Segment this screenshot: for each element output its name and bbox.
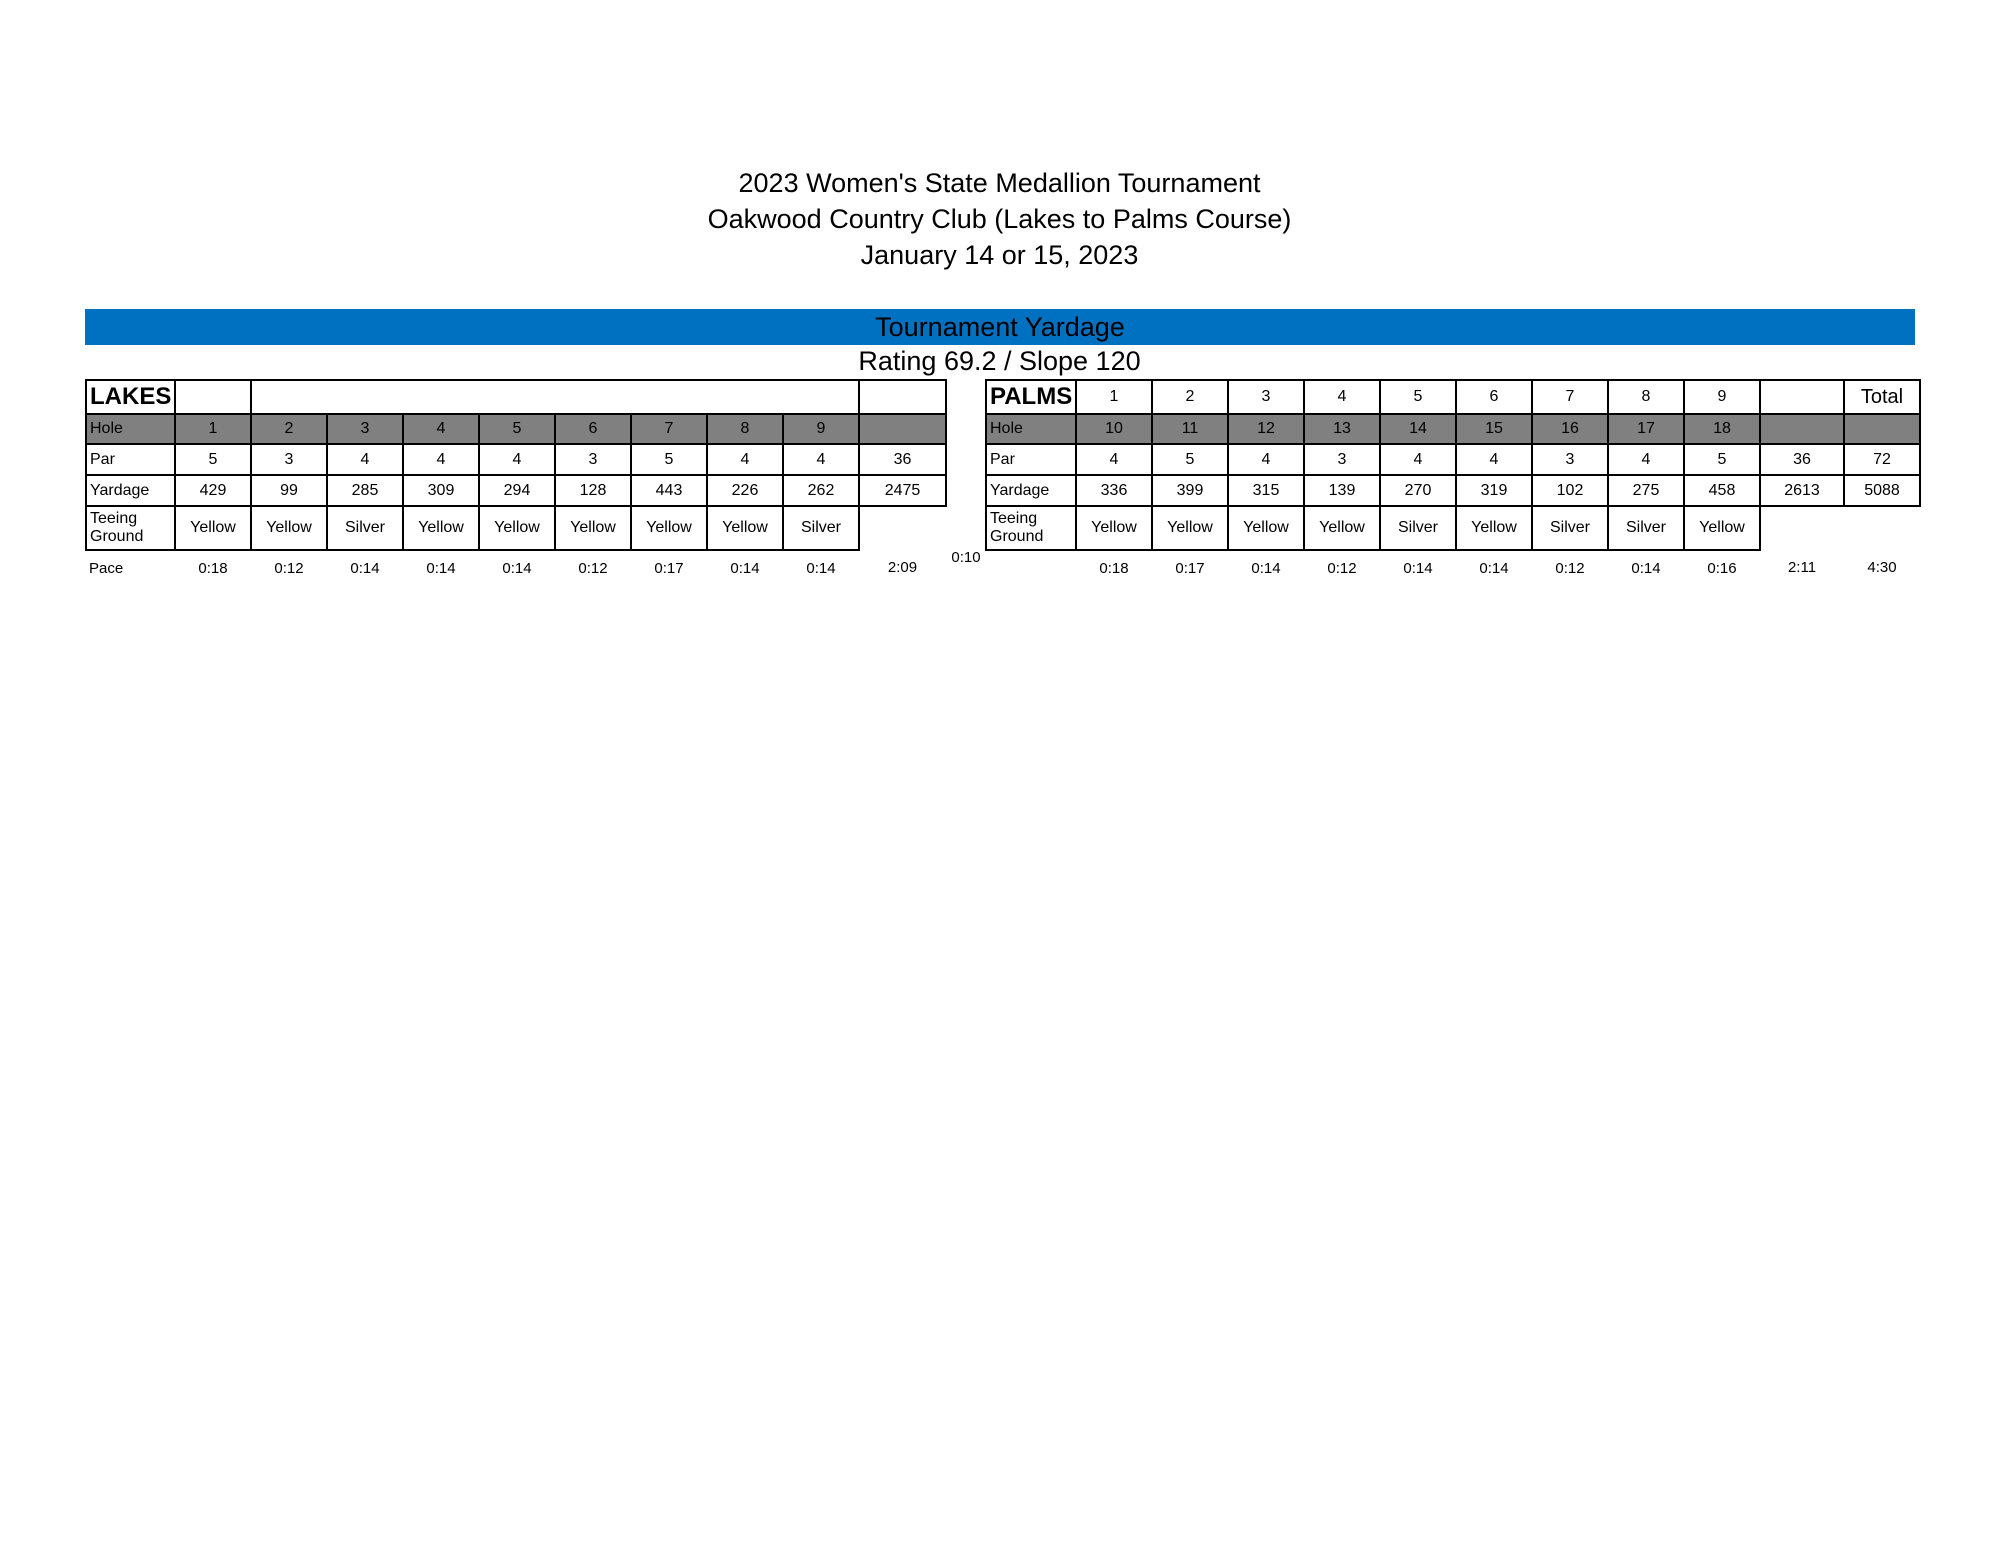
palms-par-value: 4 xyxy=(1228,444,1304,475)
palms-seq-number: 3 xyxy=(1228,380,1304,414)
lakes-hole-row xyxy=(86,414,946,444)
palms-seq-number: 5 xyxy=(1380,380,1456,414)
palms-par-value: 4 xyxy=(1456,444,1532,475)
lakes-tee-value: Yellow xyxy=(631,506,707,550)
lakes-hole-number: 6 xyxy=(555,414,631,444)
palms-tee-value: Yellow xyxy=(1076,506,1152,550)
lakes-par-value: 4 xyxy=(707,444,783,475)
palms-seq-number: 1 xyxy=(1076,380,1152,414)
lakes-pace-value: 0:17 xyxy=(654,559,684,577)
lakes-yardage-total: 2475 xyxy=(859,475,946,506)
lakes-par-total: 36 xyxy=(859,444,946,475)
tournament-name: 2023 Women's State Medallion Tournament xyxy=(738,168,1261,198)
lakes-scorecard xyxy=(85,379,947,585)
palms-seq-number: 2 xyxy=(1152,380,1228,414)
yardage-label: Yardage xyxy=(86,475,175,506)
lakes-hole-number: 4 xyxy=(403,414,479,444)
lakes-par-value: 4 xyxy=(327,444,403,475)
palms-hole-row xyxy=(986,414,1920,444)
palms-par-value: 4 xyxy=(1076,444,1152,475)
palms-par-total: 36 xyxy=(1760,444,1844,475)
lakes-course-label: LAKES xyxy=(86,380,175,414)
palms-hole-number: 11 xyxy=(1152,414,1228,444)
palms-hole-number: 15 xyxy=(1456,414,1532,444)
lakes-par-value: 4 xyxy=(479,444,555,475)
rating-slope: Rating 69.2 / Slope 120 xyxy=(858,346,1141,376)
palms-tee-value: Yellow xyxy=(1228,506,1304,550)
palms-pace-value: 0:14 xyxy=(1479,559,1509,577)
yardage-label: Yardage xyxy=(986,475,1076,506)
lakes-tee-value: Yellow xyxy=(555,506,631,550)
lakes-pace-value: 0:14 xyxy=(502,559,532,577)
lakes-yardage-value: 285 xyxy=(327,475,403,506)
lakes-yardage-value: 99 xyxy=(251,475,327,506)
palms-par-value: 5 xyxy=(1152,444,1228,475)
palms-tee-value: Silver xyxy=(1380,506,1456,550)
lakes-par-value: 3 xyxy=(555,444,631,475)
palms-scorecard xyxy=(985,379,1921,585)
palms-hole-number: 17 xyxy=(1608,414,1684,444)
palms-par-value: 5 xyxy=(1684,444,1760,475)
lakes-tee-value: Yellow xyxy=(707,506,783,550)
palms-par-value: 4 xyxy=(1608,444,1684,475)
palms-pace-total: 2:11 xyxy=(1787,559,1817,576)
pace-grand-total: 4:30 xyxy=(1867,559,1897,576)
lakes-par-value: 5 xyxy=(175,444,251,475)
palms-yardage-value: 102 xyxy=(1532,475,1608,506)
lakes-header-total-cell xyxy=(859,380,946,414)
lakes-pace-value: 0:18 xyxy=(198,559,228,577)
palms-seq-number: 9 xyxy=(1684,380,1760,414)
lakes-tee-value: Silver xyxy=(783,506,859,550)
lakes-hole-number: 8 xyxy=(707,414,783,444)
lakes-hole-number: 3 xyxy=(327,414,403,444)
palms-yardage-value: 319 xyxy=(1456,475,1532,506)
palms-hole-grand-cell xyxy=(1844,414,1920,444)
lakes-pace-value: 0:14 xyxy=(426,559,456,577)
palms-pace-value: 0:14 xyxy=(1403,559,1433,577)
palms-yardage-total: 2613 xyxy=(1760,475,1844,506)
lakes-tee-value: Yellow xyxy=(479,506,555,550)
lakes-hole-number: 9 xyxy=(783,414,859,444)
teeing-label-line2: Ground xyxy=(90,528,144,545)
lakes-pace-total: 2:09 xyxy=(887,559,918,576)
palms-par-value: 4 xyxy=(1380,444,1456,475)
palms-seq-number: 4 xyxy=(1304,380,1380,414)
lakes-pace-value: 0:14 xyxy=(730,559,760,577)
palms-yardage-value: 275 xyxy=(1608,475,1684,506)
lakes-par-value: 4 xyxy=(403,444,479,475)
palms-tee-grand-cell xyxy=(1844,506,1920,550)
lakes-pace-value: 0:12 xyxy=(274,559,304,577)
lakes-pace-row xyxy=(86,550,946,585)
lakes-yardage-value: 226 xyxy=(707,475,783,506)
lakes-yardage-value: 294 xyxy=(479,475,555,506)
palms-pace-value: 0:12 xyxy=(1327,559,1357,577)
teeing-ground-label xyxy=(986,506,1076,550)
lakes-hole-total-cell xyxy=(859,414,946,444)
palms-hole-number: 10 xyxy=(1076,414,1152,444)
palms-hole-number: 13 xyxy=(1304,414,1380,444)
lakes-header-blank-cell xyxy=(175,380,251,414)
palms-pace-value: 0:12 xyxy=(1555,559,1585,577)
palms-pace-value: 0:18 xyxy=(1099,559,1129,577)
lakes-hole-number: 5 xyxy=(479,414,555,444)
palms-par-value: 3 xyxy=(1532,444,1608,475)
teeing-label-line1: Teeing xyxy=(990,510,1038,527)
palms-tee-row xyxy=(986,506,1920,550)
lakes-pace-value: 0:14 xyxy=(350,559,380,577)
lakes-header-span-cell xyxy=(251,380,859,414)
palms-par-value: 3 xyxy=(1304,444,1380,475)
palms-yardage-value: 399 xyxy=(1152,475,1228,506)
palms-tee-value: Yellow xyxy=(1684,506,1760,550)
lakes-par-row xyxy=(86,444,946,475)
palms-pace-value: 0:17 xyxy=(1175,559,1205,577)
palms-header-blank-cell xyxy=(1760,380,1844,414)
lakes-pace-value: 0:14 xyxy=(806,559,836,577)
hole-label: Hole xyxy=(86,414,175,444)
palms-seq-number: 7 xyxy=(1532,380,1608,414)
palms-tee-value: Yellow xyxy=(1152,506,1228,550)
lakes-hole-number: 2 xyxy=(251,414,327,444)
lakes-yardage-value: 309 xyxy=(403,475,479,506)
par-grand-total: 72 xyxy=(1844,444,1920,475)
teeing-label-line2: Ground xyxy=(990,528,1044,545)
palms-yardage-value: 139 xyxy=(1304,475,1380,506)
lakes-hole-number: 7 xyxy=(631,414,707,444)
palms-yardage-row xyxy=(986,475,1920,506)
palms-par-row xyxy=(986,444,1920,475)
palms-hole-number: 14 xyxy=(1380,414,1456,444)
palms-tee-total-cell xyxy=(1760,506,1844,550)
lakes-yardage-value: 429 xyxy=(175,475,251,506)
palms-hole-number: 18 xyxy=(1684,414,1760,444)
palms-hole-total-cell xyxy=(1760,414,1844,444)
teeing-ground-label xyxy=(86,506,175,550)
lakes-tee-row xyxy=(86,506,946,550)
lakes-pace-value: 0:12 xyxy=(578,559,608,577)
palms-tee-value: Yellow xyxy=(1304,506,1380,550)
palms-hole-number: 16 xyxy=(1532,414,1608,444)
hole-label: Hole xyxy=(986,414,1076,444)
palms-yardage-value: 315 xyxy=(1228,475,1304,506)
lakes-hole-number: 1 xyxy=(175,414,251,444)
palms-pace-value: 0:14 xyxy=(1631,559,1661,577)
par-label: Par xyxy=(86,444,175,475)
lakes-par-value: 5 xyxy=(631,444,707,475)
lakes-tee-value: Silver xyxy=(327,506,403,550)
palms-yardage-value: 270 xyxy=(1380,475,1456,506)
lakes-par-value: 3 xyxy=(251,444,327,475)
yardage-grand-total: 5088 xyxy=(1844,475,1920,506)
palms-header-row xyxy=(986,380,1920,414)
lakes-yardage-row xyxy=(86,475,946,506)
teeing-label-line1: Teeing xyxy=(90,510,138,527)
palms-yardage-value: 336 xyxy=(1076,475,1152,506)
lakes-yardage-value: 262 xyxy=(783,475,859,506)
palms-tee-value: Yellow xyxy=(1456,506,1532,550)
palms-pace-row xyxy=(986,550,1920,585)
lakes-tee-value: Yellow xyxy=(251,506,327,550)
document-title xyxy=(0,165,1999,273)
palms-tee-value: Silver xyxy=(1608,506,1684,550)
tournament-yardage-banner: Tournament Yardage xyxy=(85,309,1915,345)
lakes-yardage-value: 128 xyxy=(555,475,631,506)
palms-course-label: PALMS xyxy=(986,380,1076,414)
turn-pace: 0:10 xyxy=(951,549,981,566)
palms-pace-label-cell xyxy=(986,550,1076,585)
palms-yardage-value: 458 xyxy=(1684,475,1760,506)
lakes-tee-value: Yellow xyxy=(403,506,479,550)
lakes-yardage-value: 443 xyxy=(631,475,707,506)
palms-pace-value: 0:16 xyxy=(1707,559,1737,577)
course-name: Oakwood Country Club (Lakes to Palms Course) xyxy=(707,204,1292,234)
tournament-dates: January 14 or 15, 2023 xyxy=(860,240,1139,270)
pace-label: Pace xyxy=(89,559,124,577)
lakes-par-value: 4 xyxy=(783,444,859,475)
lakes-tee-total-cell xyxy=(859,506,946,550)
palms-tee-value: Silver xyxy=(1532,506,1608,550)
palms-seq-number: 6 xyxy=(1456,380,1532,414)
palms-pace-value: 0:14 xyxy=(1251,559,1281,577)
lakes-header-row xyxy=(86,380,946,414)
lakes-tee-value: Yellow xyxy=(175,506,251,550)
palms-seq-number: 8 xyxy=(1608,380,1684,414)
total-header: Total xyxy=(1844,380,1920,414)
par-label: Par xyxy=(986,444,1076,475)
palms-hole-number: 12 xyxy=(1228,414,1304,444)
